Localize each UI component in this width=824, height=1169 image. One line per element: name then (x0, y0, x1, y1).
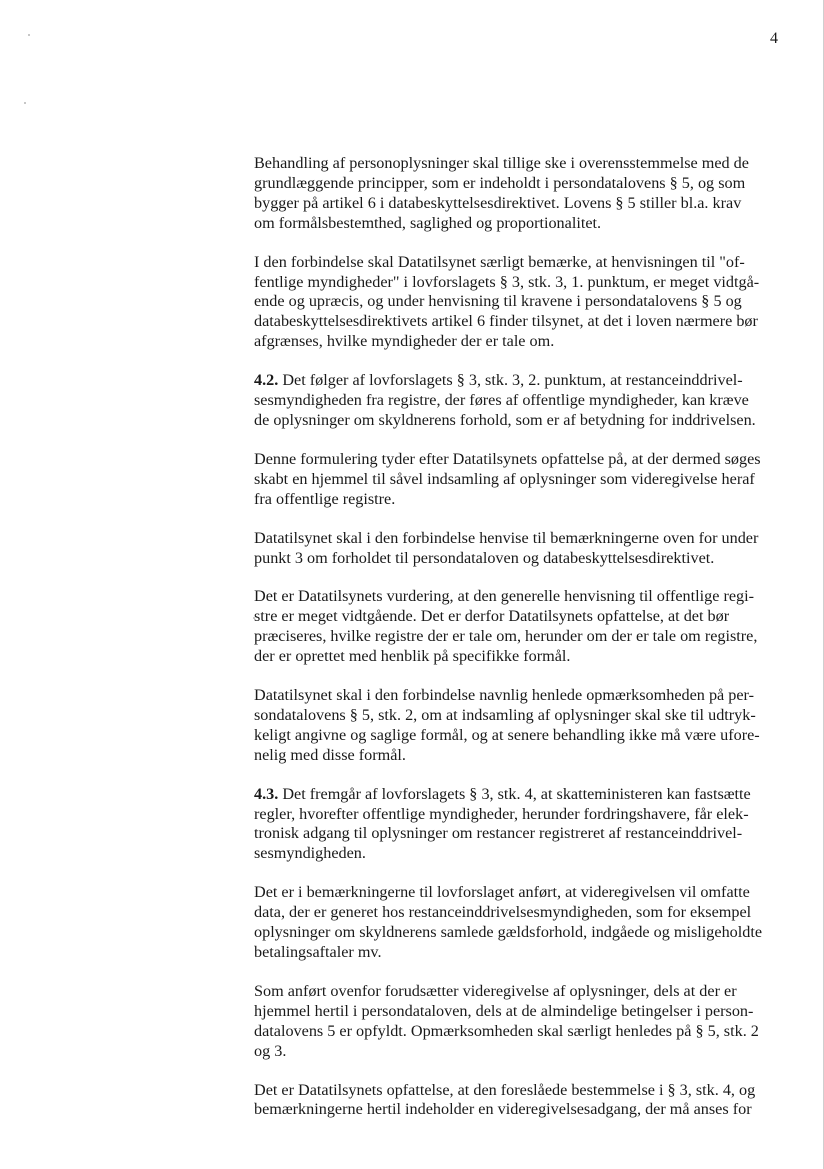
scan-speck (28, 34, 30, 36)
paragraph (254, 982, 782, 1062)
paragraph-text: Behandling af personoplysninger skal tillige ske i overensstemmelse med de grundlæggende principper, som er indeholdt i persondatalovens § 5, og som bygger på artikel 6 i databeskyttelsesdirektivet. Lovens § 5 stiller bl.a. krav om formålsbestemthed, saglighed og proportionalitet. (254, 154, 749, 232)
paragraph (254, 154, 782, 234)
paragraph (254, 686, 782, 766)
paragraph-text: Det fremgår af lovforslagets § 3, stk. 4, at skatteministeren kan fastsætte regler, hvorefter offentlige myndigheder, herunder fordringshavere, får elek- tronisk adgang til oplysninger om restancer registreret af restanceinddrivel- sesmyndigheden. (254, 784, 751, 863)
paragraph (254, 785, 782, 865)
paragraph (254, 529, 782, 569)
paragraph-text: Som anført ovenfor forudsætter videregivelse af oplysninger, dels at der er hjemmel hertil i persondataloven, dels at de almindelige betingelser i person- datalovens 5 er opfyldt. Opmærksomheden skal særligt henledes på § 5, stk. 2 og 3. (254, 981, 759, 1060)
page-number: 4 (770, 30, 778, 47)
scan-speck (24, 102, 26, 104)
body-text (254, 154, 782, 1139)
paragraph (254, 883, 782, 963)
paragraph-text: Datatilsynet skal i den forbindelse henvise til bemærkningerne oven for under punkt 3 om forholdet til persondataloven og databeskyttelsesdirektivet. (254, 528, 759, 567)
paragraph (254, 1081, 782, 1121)
paragraph (254, 587, 782, 667)
paragraph (254, 253, 782, 353)
paragraph (254, 371, 782, 431)
paragraph-text: Det følger af lovforslagets § 3, stk. 3, 2. punktum, at restanceinddrivel- sesmyndigheden fra registre, der føres af offentlige myndigheder, kan kræve de oplysninger om skyldnerens forhold, som er af betydning for inddrivelsen. (254, 371, 756, 429)
section-number: 4.3. (254, 784, 279, 803)
paragraph-text: Det er Datatilsynets vurdering, at den generelle henvisning til offentlige regi- stre er meget vidtgående. Det er derfor Datatilsynets opfattelse, at det bør præciseres, hvilke registre der er tale om, herunder om der er tale om registre, der er oprettet med henblik på specifikke formål. (254, 587, 758, 666)
paragraph-text: Denne formulering tyder efter Datatilsynets opfattelse på, at der dermed søges skabt en hjemmel til såvel indsamling af oplysninger som videregivelse heraf fra offentlige registre. (254, 449, 761, 508)
paragraph-text: I den forbindelse skal Datatilsynet særligt bemærke, at henvisningen til "of- fentlige myndigheder" i lovforslagets § 3, stk. 3, 1. punktum, er meget vidtgå- ende og upræcis, og under henvisning til kravene i persondatalovens § 5 og databeskyttelsesdirektivets artikel 6 finder tilsynet, at det i loven nærmere bør afgrænses, hvilke myndigheder der er tale om. (254, 252, 760, 351)
paragraph-text: Datatilsynet skal i den forbindelse navnlig henlede opmærksomheden på per- sondatalovens § 5, stk. 2, om at indsamling af oplysninger skal ske til udtryk- keligt angivne og saglige formål, og at senere behandling ikke må være ufore- nelig med disse formål. (254, 686, 760, 764)
paragraph-text: Det er i bemærkningerne til lovforslaget anført, at videregivelsen vil omfatte data, der er generet hos restanceinddrivelsesmyndigheden, som for eksempel oplysninger om skyldnerens samlede gældsforhold, indgåede og misligeholdte betalingsaftaler mv. (254, 883, 763, 961)
paragraph-text: Det er Datatilsynets opfattelse, at den foreslåede bestemmelse i § 3, stk. 4, og bemærkningerne hertil indeholder en videregivelsesadgang, der må anses for (254, 1080, 756, 1119)
section-number: 4.2. (254, 371, 279, 390)
paragraph (254, 450, 782, 510)
